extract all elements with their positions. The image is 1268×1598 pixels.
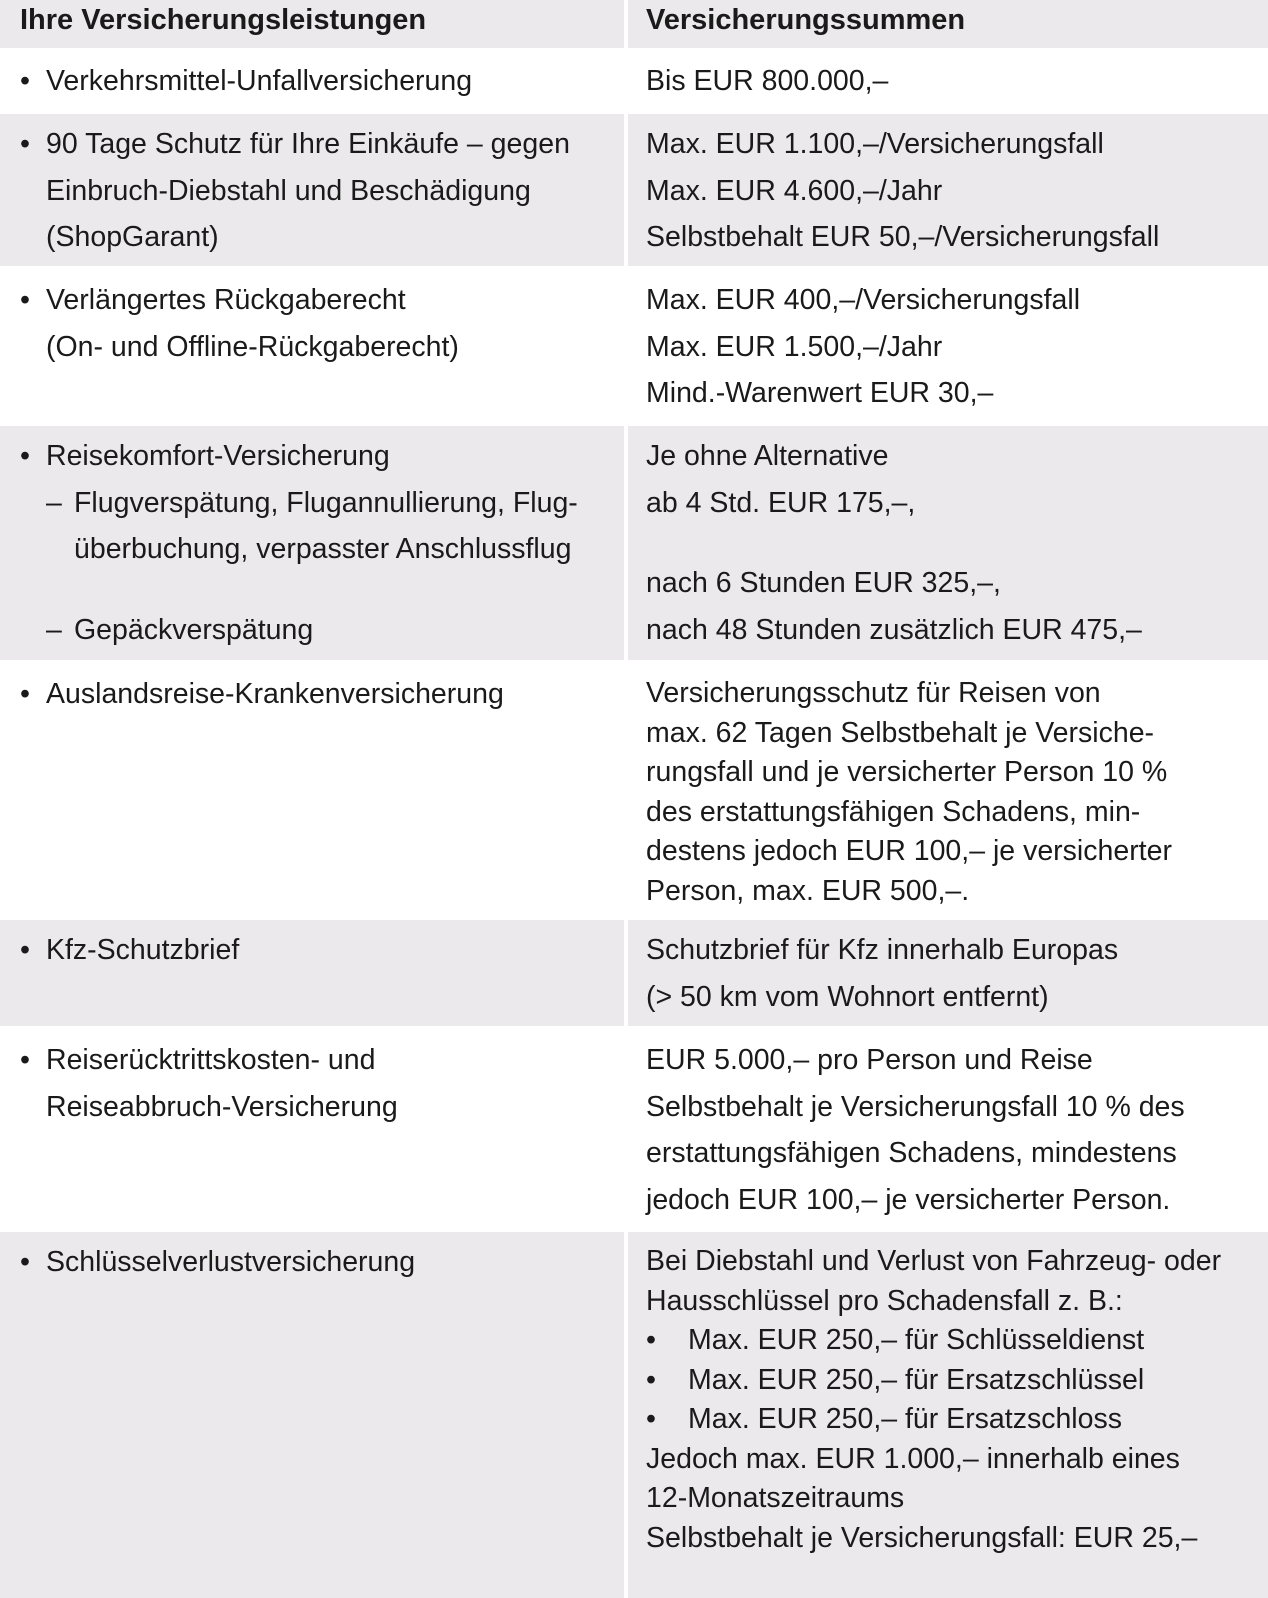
benefit-text: (ShopGarant): [46, 221, 219, 253]
amount-text: nach 6 Stunden EUR 325,–,: [646, 567, 1001, 599]
amount-text: Max. EUR 1.100,–/Versicherungsfall: [646, 128, 1104, 160]
benefit-text: (On- und Offline-Rückgaberecht): [46, 330, 459, 363]
benefit-item: [20, 277, 624, 370]
table-row: [0, 114, 1268, 266]
amount-text: EUR 5.000,– pro Person und Reise: [646, 1044, 1093, 1076]
bullet-icon: •: [20, 934, 30, 966]
table-row: [0, 1030, 1268, 1228]
table-row: [0, 664, 1268, 916]
table-row: [0, 426, 1268, 660]
benefit-item: [20, 1037, 624, 1130]
amount-text: Max. EUR 4.600,–/Jahr: [646, 174, 943, 207]
amount-text: des erstattungsfähigen Schadens, min-: [646, 795, 1141, 828]
benefit-text: 90 Tage Schutz für Ihre Einkäufe – gegen: [46, 128, 570, 160]
amount-text: Person, max. EUR 500,–.: [646, 874, 970, 907]
amount-text: jedoch EUR 100,– je versicherter Person.: [646, 1183, 1171, 1216]
benefit-text: Verlängertes Rückgaberecht: [46, 284, 406, 316]
benefit-item: [20, 433, 624, 653]
benefit-text: Einbruch-Diebstahl und Beschädigung: [46, 174, 531, 207]
amount-text: Selbstbehalt je Versicherungsfall 10 % des: [646, 1090, 1185, 1123]
bullet-icon: •: [20, 678, 30, 710]
benefit-item: [20, 58, 624, 105]
bullet-icon: •: [20, 128, 30, 160]
amount-text: Bis EUR 800.000,–: [646, 65, 889, 97]
amount-list-text: Max. EUR 250,– für Ersatzschlüssel: [688, 1363, 1145, 1396]
sub-item-text: Gepäckverspätung: [74, 613, 314, 646]
bullet-icon: •: [20, 1246, 30, 1278]
amount-text: nach 48 Stunden zusätzlich EUR 475,–: [646, 613, 1142, 646]
amount-text: Versicherungsschutz für Reisen von: [646, 677, 1101, 709]
benefit-text: Kfz-Schutzbrief: [46, 934, 240, 966]
header-benefits: Ihre Versicherungsleistungen: [0, 0, 624, 48]
sub-item-text: überbuchung, verpasster Anschlussflug: [74, 533, 572, 565]
amount-text: 12-Monatszeitraums: [646, 1482, 905, 1514]
table-row: [0, 920, 1268, 1026]
amount-list-item: [646, 1361, 1268, 1401]
bullet-icon: •: [646, 1403, 656, 1435]
benefit-item: [20, 671, 624, 718]
sub-item: [46, 607, 624, 654]
sub-item-text: Flugverspätung, Flugannullierung, Flug-: [74, 486, 578, 519]
amount-text: Hausschlüssel pro Schadensfall z. B.:: [646, 1284, 1123, 1317]
benefit-text: Schlüsselverlustversicherung: [46, 1246, 416, 1278]
amount-text: rungsfall und je versicherter Person 10 %: [646, 756, 1168, 788]
sub-item: [46, 480, 624, 573]
amount-text: Je ohne Alternative: [646, 440, 889, 472]
amount-text: Max. EUR 1.500,–/Jahr: [646, 330, 943, 363]
amount-text: erstattungsfähigen Schadens, mindestens: [646, 1137, 1177, 1169]
benefit-text: Reiseabbruch-Versicherung: [46, 1090, 398, 1123]
table-row: [0, 1232, 1268, 1598]
bullet-icon: •: [20, 284, 30, 316]
amount-text: Bei Diebstahl und Verlust von Fahrzeug- oder: [646, 1245, 1222, 1277]
benefit-item: [20, 1239, 624, 1286]
amount-text: destens jedoch EUR 100,– je versicherter: [646, 835, 1172, 867]
amount-text: Selbstbehalt EUR 50,–/Versicherungsfall: [646, 221, 1160, 253]
amount-text: Jedoch max. EUR 1.000,– innerhalb eines: [646, 1442, 1180, 1475]
bullet-icon: •: [20, 1044, 30, 1076]
amount-text: Max. EUR 400,–/Versicherungsfall: [646, 284, 1081, 316]
dash-icon: –: [46, 613, 62, 646]
benefit-item: [20, 121, 624, 261]
dash-icon: –: [46, 486, 62, 519]
benefit-text: Auslandsreise-Krankenversicherung: [46, 678, 504, 710]
table-row: [0, 52, 1268, 110]
amount-text: max. 62 Tagen Selbstbehalt je Versiche-: [646, 716, 1155, 749]
benefit-text: Reiserücktrittskosten- und: [46, 1044, 376, 1076]
benefit-text: Reisekomfort-Versicherung: [46, 440, 390, 472]
amount-list-item: [646, 1321, 1268, 1361]
amount-text: (> 50 km vom Wohnort entfernt): [646, 980, 1049, 1013]
bullet-icon: •: [20, 65, 30, 97]
table-row: [0, 270, 1268, 422]
table-header: [0, 0, 1268, 48]
bullet-icon: •: [646, 1324, 656, 1356]
amount-list-item: [646, 1400, 1268, 1440]
bullet-icon: •: [646, 1363, 656, 1396]
amount-list-text: Max. EUR 250,– für Schlüsseldienst: [688, 1324, 1145, 1356]
benefit-item: [20, 927, 624, 974]
amount-text: Selbstbehalt je Versicherungsfall: EUR 25,–: [646, 1521, 1198, 1554]
amount-text: Schutzbrief für Kfz innerhalb Europas: [646, 934, 1119, 966]
benefit-text: Verkehrsmittel-Unfallversicherung: [46, 65, 473, 97]
bullet-icon: •: [20, 440, 30, 472]
header-amounts: Versicherungssummen: [628, 0, 1268, 48]
amount-list-text: Max. EUR 250,– für Ersatzschloss: [688, 1403, 1122, 1435]
amount-text: Mind.-Warenwert EUR 30,–: [646, 377, 994, 409]
amount-text: ab 4 Std. EUR 175,–,: [646, 486, 916, 519]
